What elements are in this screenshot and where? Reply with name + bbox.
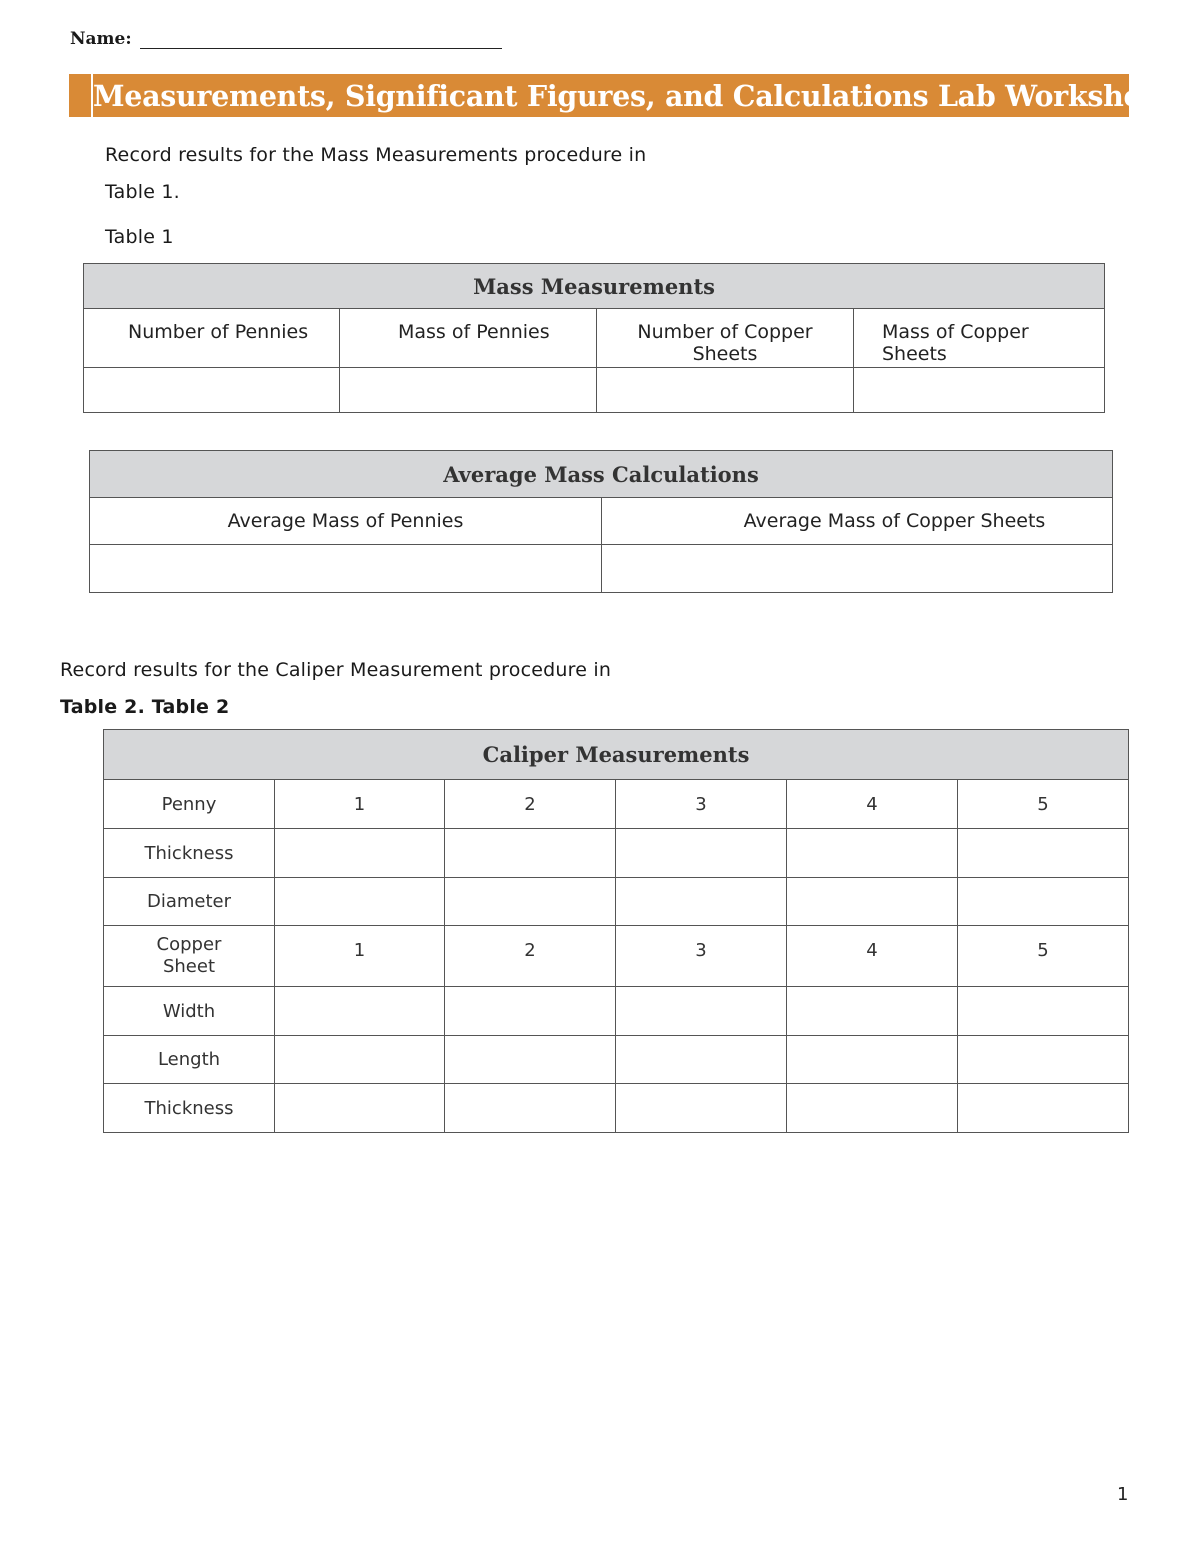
table-caption: Average Mass Calculations	[90, 451, 1113, 498]
caliper-measurements-table	[103, 729, 1129, 1133]
sample-number: 2	[445, 780, 616, 829]
sample-number: 4	[787, 926, 958, 987]
input-cell[interactable]	[597, 368, 854, 413]
input-cell[interactable]	[787, 1036, 958, 1084]
input-cell[interactable]	[445, 1036, 616, 1084]
header-line: Sheets	[882, 343, 947, 365]
input-cell[interactable]	[275, 829, 445, 878]
sample-number: 4	[787, 780, 958, 829]
input-cell[interactable]	[275, 878, 445, 926]
sample-number: 5	[958, 780, 1129, 829]
input-cell[interactable]	[445, 1084, 616, 1133]
input-cell[interactable]	[616, 878, 787, 926]
input-cell[interactable]	[958, 987, 1129, 1036]
header-line: Number of Copper	[637, 321, 813, 343]
input-cell[interactable]	[616, 829, 787, 878]
input-cell[interactable]	[958, 1036, 1129, 1084]
sample-number: 2	[445, 926, 616, 987]
header-average-mass-pennies: Average Mass of Pennies	[90, 498, 602, 545]
input-cell[interactable]	[275, 987, 445, 1036]
input-cell[interactable]	[340, 368, 597, 413]
table1-label: Table 1	[105, 226, 174, 248]
input-cell[interactable]	[84, 368, 340, 413]
row-label-length: Length	[104, 1036, 275, 1084]
input-cell[interactable]	[445, 987, 616, 1036]
sample-number: 3	[616, 780, 787, 829]
input-cell[interactable]	[90, 545, 602, 593]
header-line: Sheets	[692, 343, 758, 365]
input-cell[interactable]	[787, 987, 958, 1036]
input-cell[interactable]	[787, 878, 958, 926]
input-cell[interactable]	[958, 878, 1129, 926]
sample-number: 1	[275, 780, 445, 829]
input-cell[interactable]	[275, 1036, 445, 1084]
label-line: Sheet	[162, 956, 216, 977]
input-cell[interactable]	[445, 878, 616, 926]
page-title: Measurements, Significant Figures, and Calculations Lab Worksheet	[93, 79, 1173, 113]
header-number-of-copper-sheets	[597, 309, 854, 368]
mass-measurements-table	[83, 263, 1105, 413]
header-number-of-pennies: Number of Pennies	[84, 309, 340, 368]
input-cell[interactable]	[616, 1036, 787, 1084]
row-label-thickness: Thickness	[104, 1084, 275, 1133]
input-cell[interactable]	[275, 1084, 445, 1133]
table-caption: Mass Measurements	[84, 264, 1105, 309]
header-mass-of-copper-sheets	[854, 309, 1105, 368]
input-cell[interactable]	[958, 1084, 1129, 1133]
row-label-copper-sheet	[104, 926, 275, 987]
row-label-diameter: Diameter	[104, 878, 275, 926]
header-line: Mass of Copper	[882, 321, 1029, 343]
input-cell[interactable]	[445, 829, 616, 878]
table-caption: Caliper Measurements	[104, 730, 1129, 780]
sample-number: 3	[616, 926, 787, 987]
intro2-line1: Record results for the Caliper Measurement procedure in	[60, 659, 612, 681]
row-label-thickness: Thickness	[104, 829, 275, 878]
name-field-row	[70, 28, 502, 49]
intro1-line1: Record results for the Mass Measurements procedure in	[105, 144, 647, 166]
header-average-mass-copper: Average Mass of Copper Sheets	[602, 498, 1113, 545]
input-cell[interactable]	[602, 545, 1113, 593]
input-cell[interactable]	[958, 829, 1129, 878]
input-cell[interactable]	[787, 1084, 958, 1133]
input-cell[interactable]	[616, 1084, 787, 1133]
input-cell[interactable]	[854, 368, 1105, 413]
sample-number: 1	[275, 926, 445, 987]
page-number: 1	[1117, 1484, 1129, 1505]
sample-number: 5	[958, 926, 1129, 987]
name-blank-line[interactable]	[140, 28, 502, 49]
input-cell[interactable]	[787, 829, 958, 878]
name-label: Name:	[70, 29, 132, 49]
intro1-line2: Table 1.	[105, 181, 180, 203]
intro2-line2: Table 2. Table 2	[60, 696, 230, 718]
average-mass-table	[89, 450, 1113, 593]
label-line: Copper	[156, 934, 222, 955]
input-cell[interactable]	[616, 987, 787, 1036]
header-mass-of-pennies: Mass of Pennies	[340, 309, 597, 368]
row-label-penny: Penny	[104, 780, 275, 829]
row-label-width: Width	[104, 987, 275, 1036]
